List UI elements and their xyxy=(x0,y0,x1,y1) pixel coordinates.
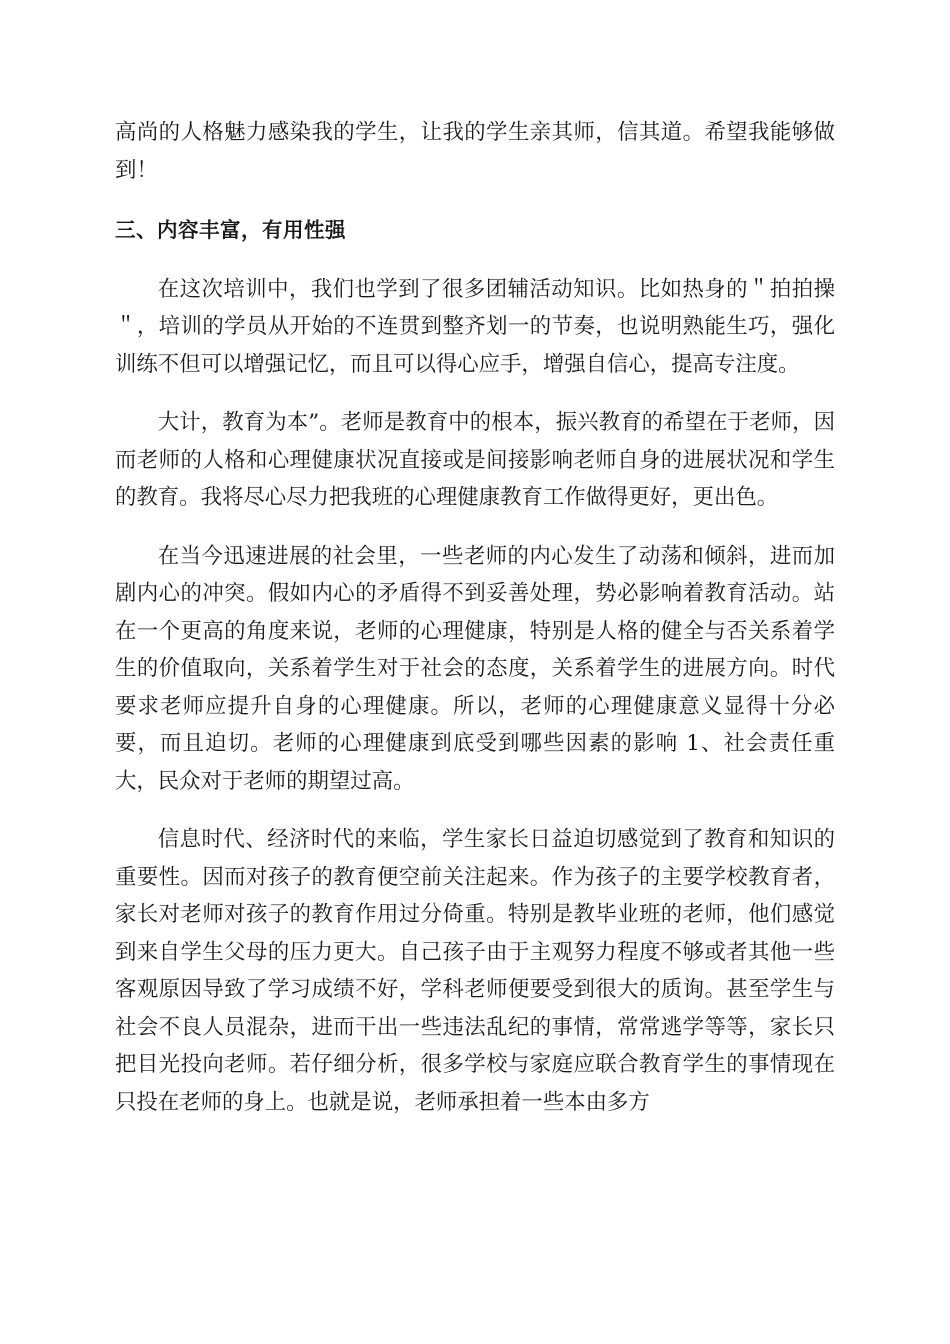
section-heading: 三、内容丰富，有用性强 xyxy=(115,218,346,242)
document-page xyxy=(115,114,835,1121)
paragraph-intro: 高尚的人格魅力感染我的学生，让我的学生亲其师，信其道。希望我能够做到！ xyxy=(115,120,835,183)
paragraph-information-age: 信息时代、经济时代的来临，学生家长日益迫切感觉到了教育和知识的重要性。因而对孩子的教育便空前关注起来。作为孩子的主要学校教育者，家长对老师对孩子的教育作用过分倚重。特别是教毕业班的老师，他们感觉到来自学生父母的压力更大。自己孩子由于主观努力程度不够或者其他一些客观原因导致了学习成绩不好，学科老师便要受到很大的质询。甚至学生与社会不良人员混杂，进而干出一些违法乱纪的事情，常常逃学等等，家长只把目光投向老师。若仔细分析，很多学校与家庭应联合教育学生的事情现在只投在老师的身上。也就是说，老师承担着一些本由多方 xyxy=(115,827,835,1115)
paragraph-education-root: 大计，教育为本”。老师是教育中的根本，振兴教育的希望在于老师，因而老师的人格和心理健康状况直接或是间接影响老师自身的进展状况和学生的教育。我将尽心尽力把我班的心理健康教育工作做得更好，更出色。 xyxy=(115,410,835,510)
paragraph-social-change: 在当今迅速进展的社会里，一些老师的内心发生了动荡和倾斜，进而加剧内心的冲突。假如内心的矛盾得不到妥善处理，势必影响着教育活动。站在一个更高的角度来说，老师的心理健康，特别是人格的健全与否关系着学生的价值取向，关系着学生对于社会的态度，关系着学生的进展方向。时代要求老师应提升自身的心理健康。所以，老师的心理健康意义显得十分必要，而且迫切。老师的心理健康到底受到哪些因素的影响 1、社会责任重大，民众对于老师的期望过高。 xyxy=(115,543,835,794)
paragraph-training: 在这次培训中，我们也学到了很多团辅活动知识。比如热身的＂拍拍操＂，培训的学员从开始的不连贯到整齐划一的节奏，也说明熟能生巧，强化训练不但可以增强记忆，而且可以得心应手，增强自信心，提高专注度。 xyxy=(115,276,835,377)
